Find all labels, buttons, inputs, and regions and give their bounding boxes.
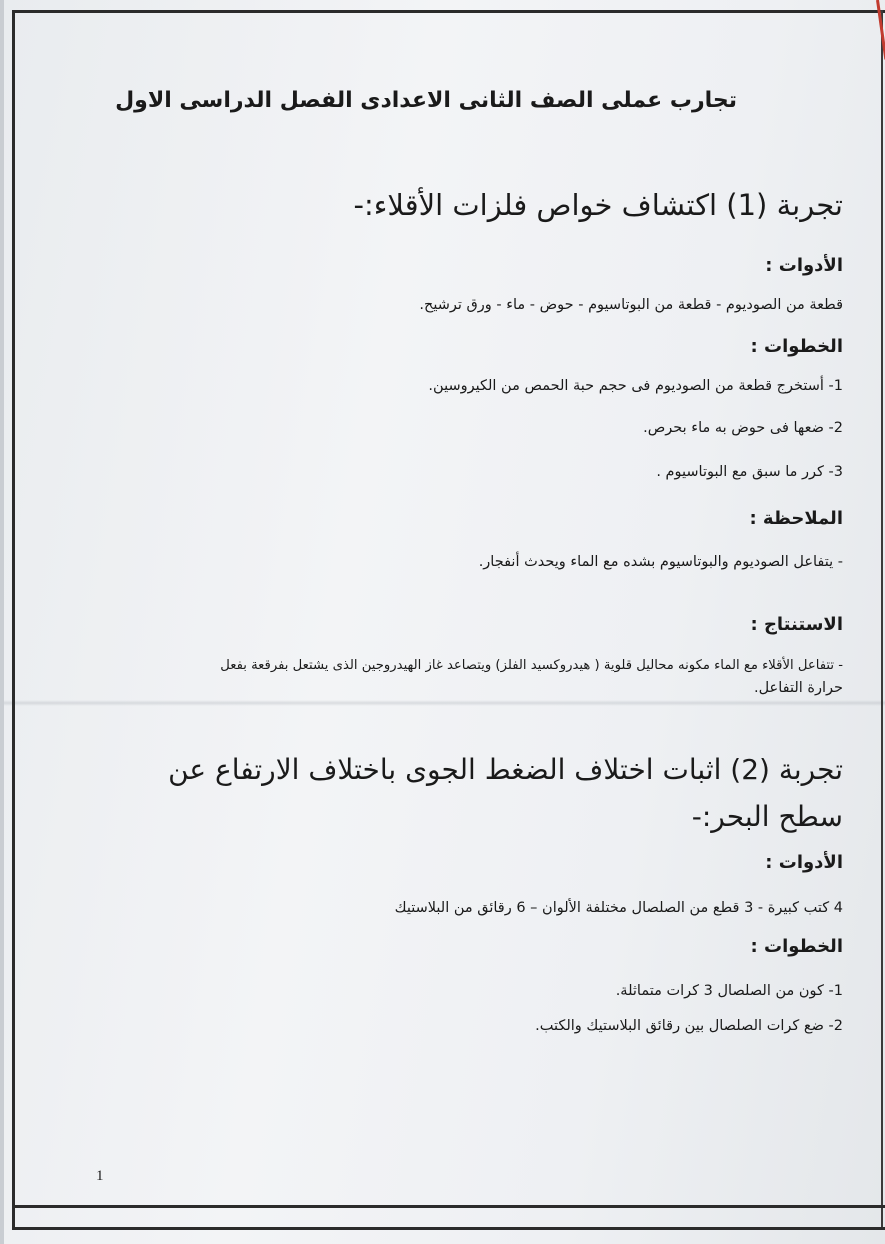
experiment-1-tools-heading: الأدوات : bbox=[765, 255, 843, 276]
border-top bbox=[12, 10, 885, 13]
experiment-1-step: 1- أستخرج قطعة من الصوديوم فى حجم حبة الحمص من الكيروسين. bbox=[428, 378, 843, 394]
page-number: 1 bbox=[96, 1168, 104, 1184]
border-bottom-outer bbox=[12, 1227, 885, 1230]
experiment-2-step: 1- كون من الصلصال 3 كرات متماثلة. bbox=[615, 983, 843, 999]
experiment-1-conclusion-cont: حرارة التفاعل. bbox=[753, 680, 843, 696]
border-right bbox=[881, 10, 883, 1230]
experiment-1-title: تجربة (1) اكتشاف خواص فلزات الأقلاء:- bbox=[353, 188, 843, 222]
experiment-2-tools: 4 كتب كبيرة - 3 قطع من الصلصال مختلفة الألوان – 6 رقائق من البلاستيك bbox=[394, 900, 843, 916]
page-title: تجارب عملى الصف الثانى الاعدادى الفصل الدراسى الاول bbox=[115, 88, 737, 113]
border-bottom bbox=[12, 1205, 885, 1208]
experiment-1-step: 3- كرر ما سبق مع البوتاسيوم . bbox=[656, 464, 843, 480]
experiment-2-steps-heading: الخطوات : bbox=[750, 936, 843, 957]
experiment-1-tools: قطعة من الصوديوم - قطعة من البوتاسيوم - حوض - ماء - ورق ترشيح. bbox=[419, 297, 843, 313]
document-page bbox=[4, 0, 885, 1244]
experiment-2-title: تجربة (2) اثبات اختلاف الضغط الجوى باختلاف الارتفاع عن bbox=[168, 753, 843, 786]
experiment-2-step: 2- ضع كرات الصلصال بين رقائق البلاستيك والكتب. bbox=[535, 1018, 843, 1034]
paper-fold bbox=[4, 700, 885, 706]
experiment-1-observation-heading: الملاحظة : bbox=[749, 508, 843, 529]
experiment-2-title-cont: سطح البحر:- bbox=[691, 800, 843, 833]
experiment-1-steps-heading: الخطوات : bbox=[750, 336, 843, 357]
experiment-1-step: 2- ضعها فى حوض به ماء بحرص. bbox=[643, 420, 843, 436]
border-left bbox=[12, 10, 15, 1230]
experiment-1-conclusion-heading: الاستنتاج : bbox=[750, 614, 843, 635]
experiment-1-observation: - يتفاعل الصوديوم والبوتاسيوم بشده مع الماء ويحدث أنفجار. bbox=[478, 554, 843, 570]
experiment-1-conclusion: - تتفاعل الأقلاء مع الماء مكونه محاليل قلوية ( هيدروكسيد الفلز) ويتصاعد غاز الهيدروجين الذى يشتعل بفرقعة بفعل bbox=[220, 658, 843, 673]
experiment-2-tools-heading: الأدوات : bbox=[765, 852, 843, 873]
